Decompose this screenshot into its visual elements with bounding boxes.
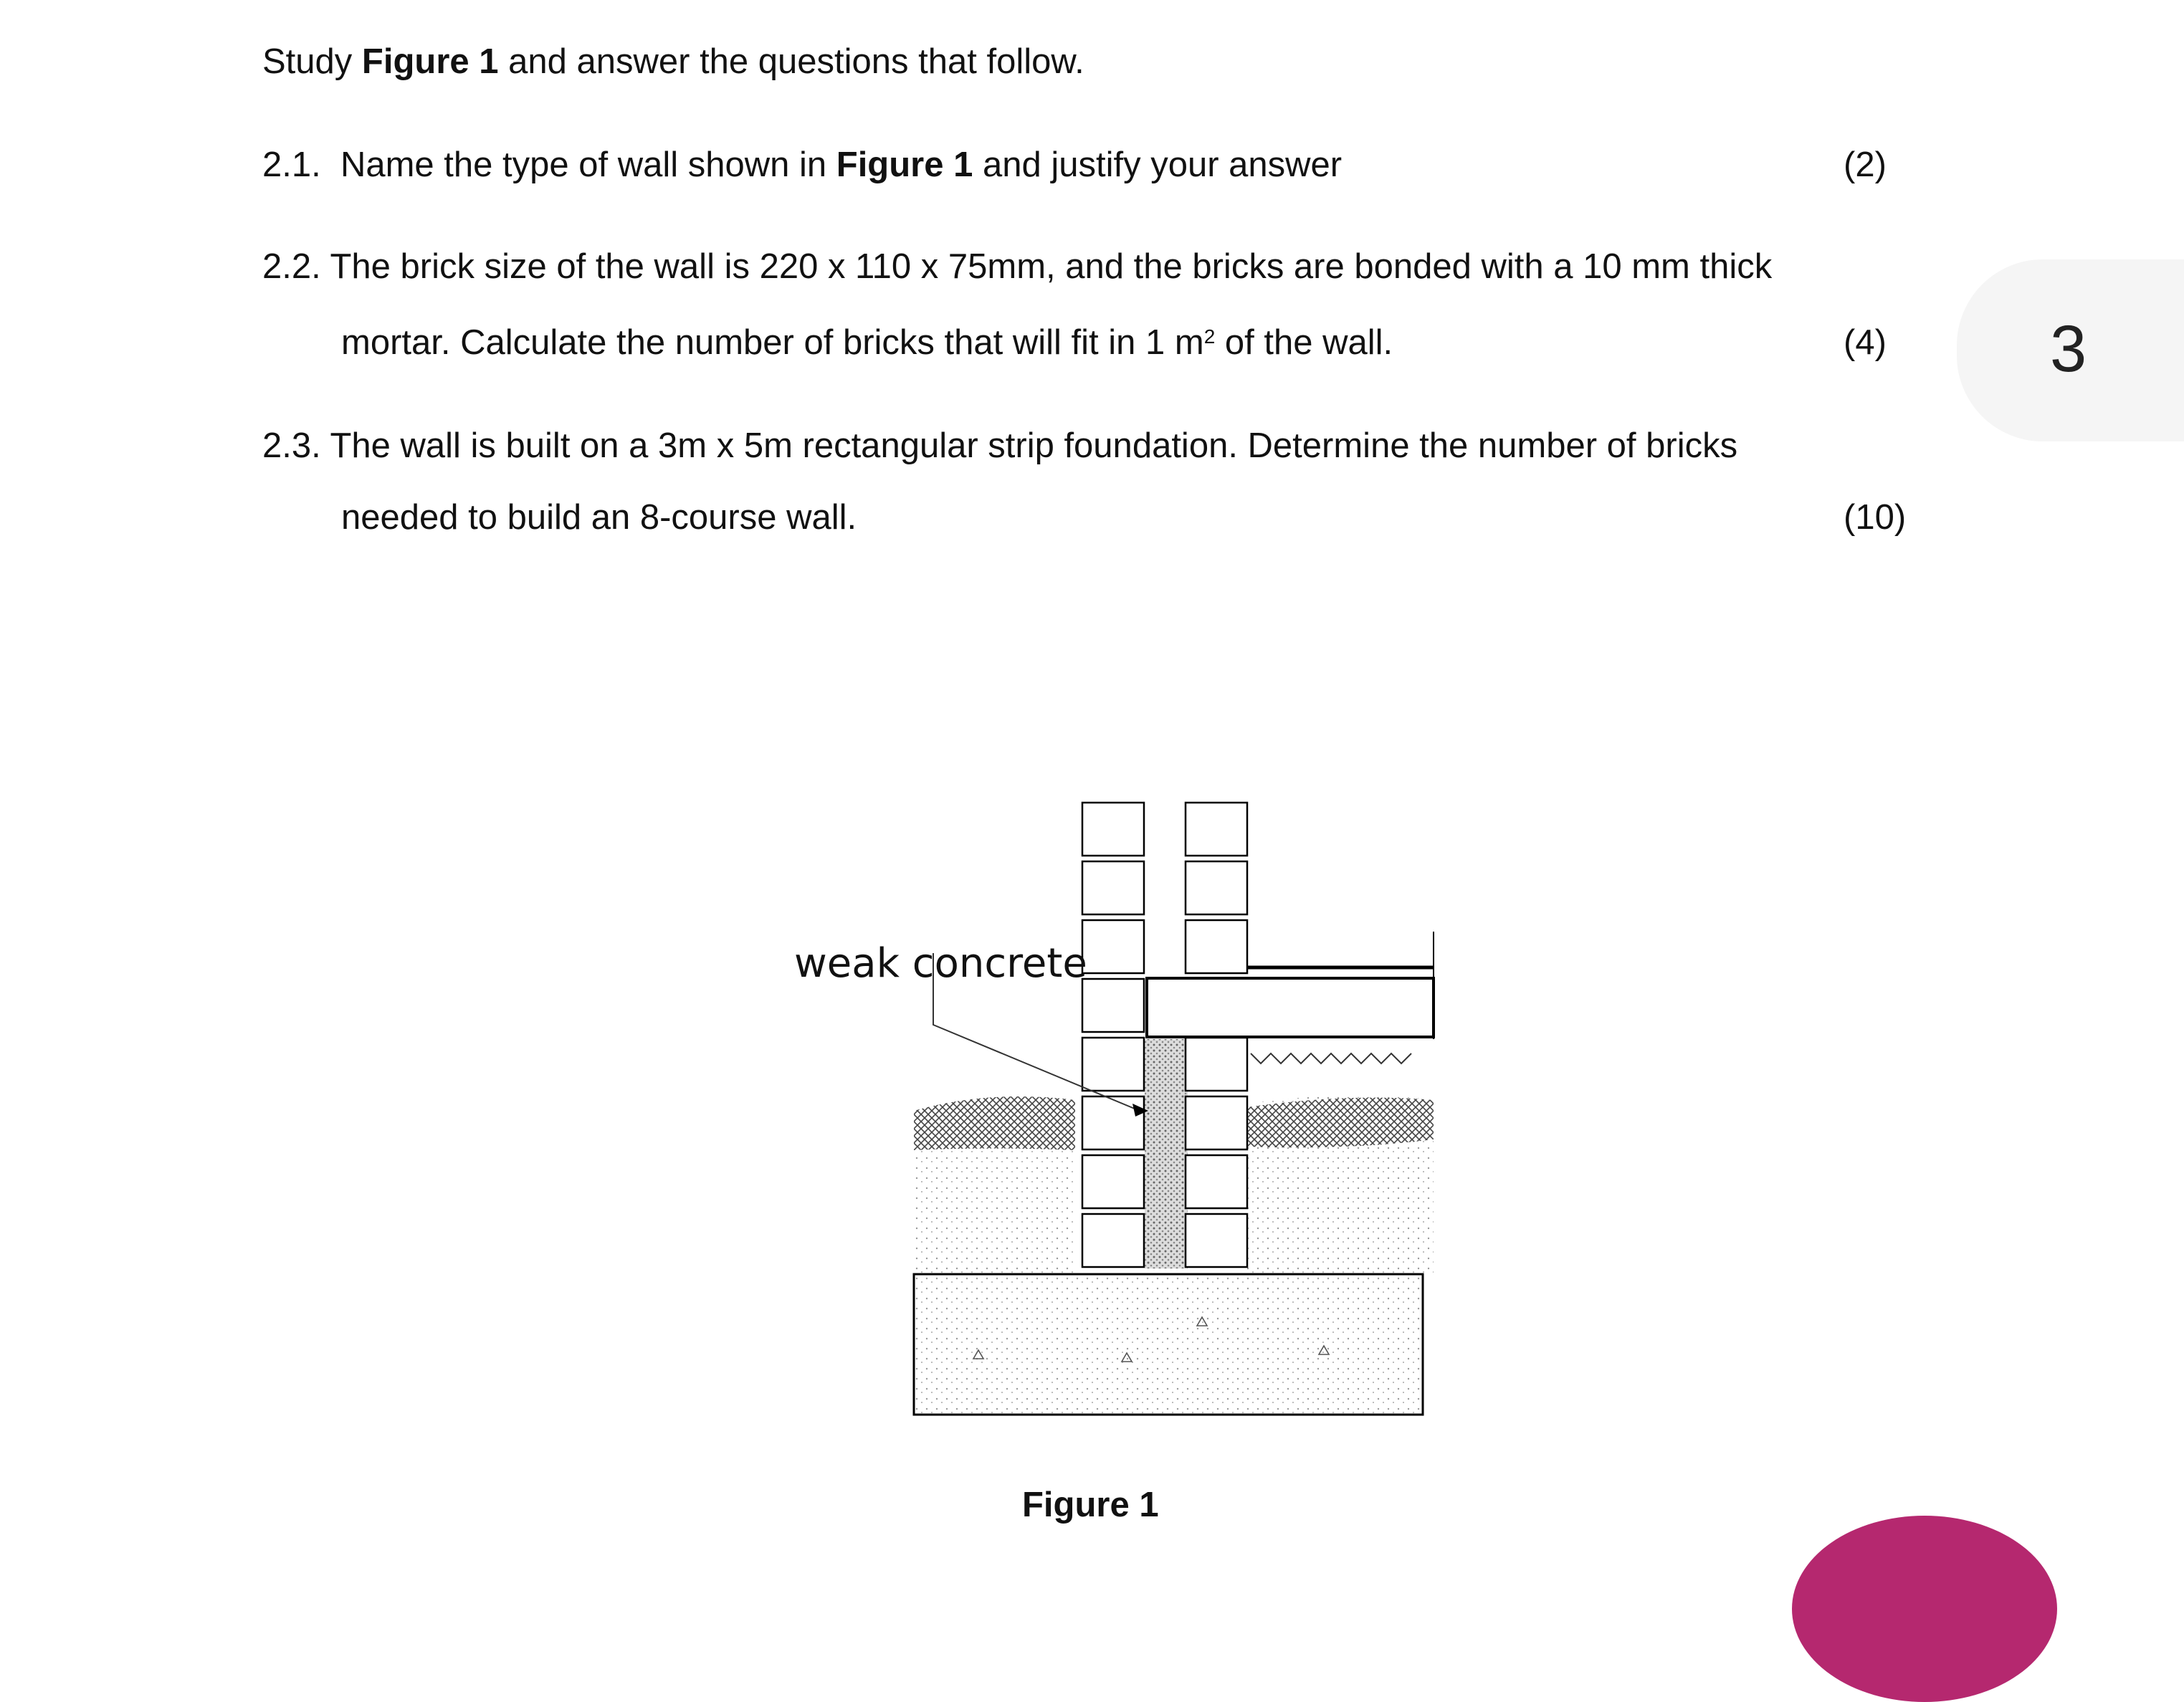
topsoil-right [1247,1098,1434,1148]
figure-1-diagram [774,774,1477,1433]
outer-leaf-bricks [1082,803,1144,1267]
floating-action-button[interactable] [1792,1516,2057,1702]
page-number: 3 [2050,312,2087,386]
question-2-1-marks: (2) [1844,145,1887,184]
question-2-2: 2.2. The brick size of the wall is 220 x 110 x 75mm, and the bricks are bonded with a 10 mm thick [262,247,1773,286]
figure-caption: Figure 1 [1022,1486,1159,1524]
question-2-3-marks: (10) [1844,498,1907,537]
floor-slab [1147,978,1434,1037]
page-number-badge [1957,259,2184,441]
weak-concrete-label: weak concrete [794,940,1087,987]
question-2-1: 2.1. Name the type of wall shown in Figure 1 and justify your answer [262,145,1343,184]
question-2-3-line2: needed to build an 8-course wall. [341,498,857,537]
topsoil-left [914,1096,1075,1150]
strip-foundation [914,1274,1423,1415]
question-2-2-marks: (4) [1844,323,1887,362]
question-2-3: 2.3. The wall is built on a 3m x 5m rectangular strip foundation. Determine the number of bricks [262,426,1738,465]
damp-proof-membrane [1251,1053,1411,1063]
intro-text: Study Figure 1 and answer the questions that follow. [262,42,1084,81]
question-2-2-line2: mortar. Calculate the number of bricks that will fit in 1 $m^2$ of the wall. [341,323,1393,362]
weak-concrete-fill [1145,1039,1188,1268]
